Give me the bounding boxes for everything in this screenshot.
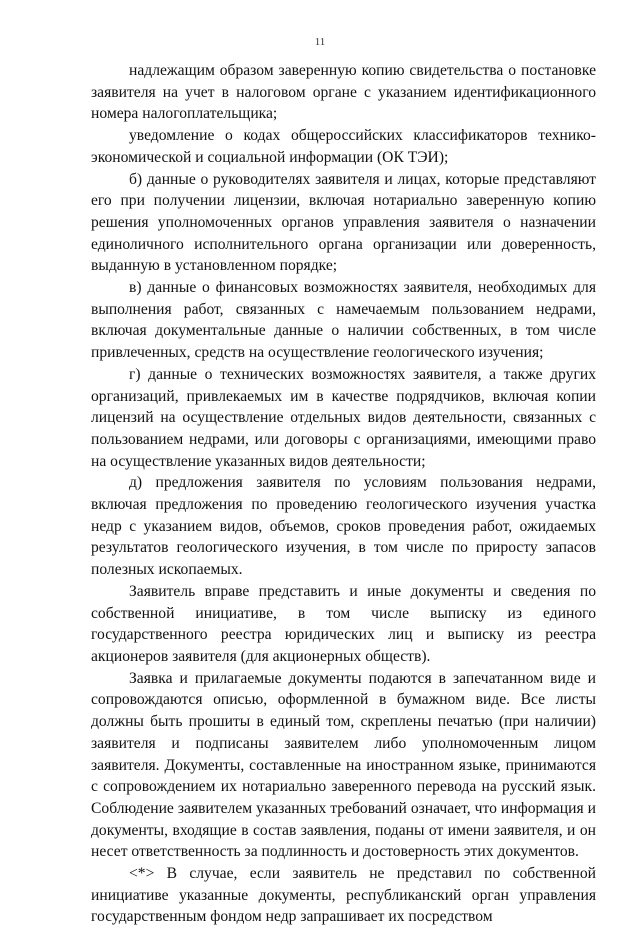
paragraph-additional-documents: Заявитель вправе представить и иные документы и сведения по собственной инициативе, в том числе выписку из единого государственного реестра юридических лиц и выписку из реестра акционеров заявителя (для акционерных обществ).	[91, 582, 596, 665]
paragraph-footnote-request: <*> В случае, если заявитель не представил по собственной инициативе указанные документы, республиканский орган управления государственным фондом недр запрашивает их посредством	[91, 865, 596, 926]
page-number: 11	[314, 36, 326, 48]
document-body	[91, 60, 596, 928]
paragraph-d-usage-proposals: д) предложения заявителя по условиям пользования недрами, включая предложения по проведению геологического изучения участка недр с указанием видов, объемов, сроков проведения работ, ожидаемых результатов геологического изучения, в том числе по приросту запасов полезных ископаемых.	[91, 474, 596, 579]
paragraph-ok-tei-notice: уведомление о кодах общероссийских классификаторов технико-экономической и социальной информации (ОК ТЭИ);	[91, 127, 596, 166]
paragraph-b-management-data: б) данные о руководителях заявителя и лицах, которые представляют его при получении лицензии, включая нотариально заверенную копию решения уполномоченных органов управления заявителя о назначении единоличного исполнительного органа организации или доверенность, выданную в установленном порядке;	[91, 170, 596, 275]
paragraph-submission-rules: Заявка и прилагаемые документы подаются в запечатанном виде и сопровождаются описью, оформленной в бумажном виде. Все листы должны быть прошиты в единый том, скреплены печатью (при наличии) заявителя и подписаны заявителем либо уполномоченным лицом заявителя. Документы, составленные на иностранном языке, принимаются с сопровождением их нотариально заверенного перевода на русский язык. Соблюдение заявителем указанных требований означает, что информация и документы, входящие в состав заявления, поданы от имени заявителя, и он несет ответственность за подлинность и достоверность этих документов.	[91, 669, 596, 861]
paragraph-g-technical-data: г) данные о технических возможностях заявителя, а также других организаций, привлекаемых им в качестве подрядчиков, включая копии лицензий на осуществление отдельных видов деятельности, связанных с пользованием недрами, или договоры с организациями, имеющими право на осуществление указанных видов деятельности;	[91, 365, 596, 470]
paragraph-tax-registration: надлежащим образом заверенную копию свидетельства о постановке заявителя на учет в налоговом органе с указанием идентификационного номера налогоплательщика;	[91, 62, 596, 123]
paragraph-v-financial-data: в) данные о финансовых возможностях заявителя, необходимых для выполнения работ, связанных с намечаемым пользованием недрами, включая документальные данные о наличии собственных, в том числе привлеченных, средств на осуществление геологического изучения;	[91, 279, 596, 362]
